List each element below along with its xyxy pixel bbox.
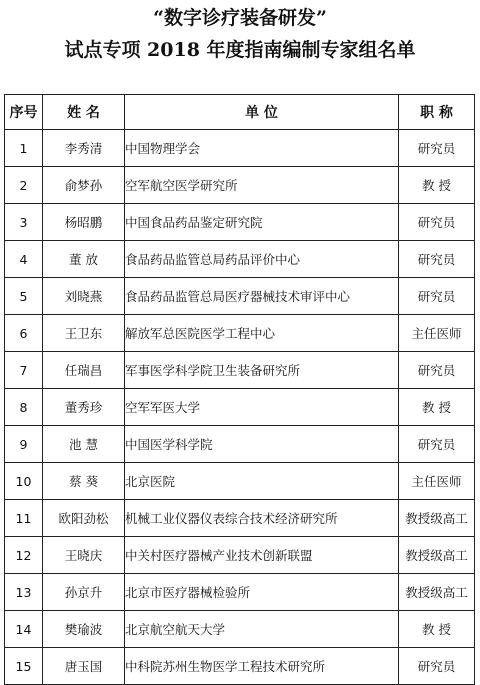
cell-title: 教授级高工 [399,537,475,574]
cell-name: 俞梦孙 [43,167,125,204]
cell-title: 教授级高工 [399,500,475,537]
cell-name: 唐玉国 [43,648,125,685]
cell-no: 2 [5,167,43,204]
table-row [5,204,475,241]
cell-title: 研究员 [399,352,475,389]
document-title-line1: “数字诊疗装备研发” [153,7,327,29]
cell-no: 5 [5,278,43,315]
cell-name: 王卫东 [43,315,125,352]
cell-no: 14 [5,611,43,648]
cell-name: 王晓庆 [43,537,125,574]
header-name: 姓 名 [43,95,125,130]
cell-name: 杨昭鹏 [43,204,125,241]
cell-no: 1 [5,130,43,167]
cell-title: 研究员 [399,241,475,278]
table-row [5,611,475,648]
table-row [5,574,475,611]
cell-no: 6 [5,315,43,352]
cell-name: 欧阳劲松 [43,500,125,537]
expert-roster-table [4,94,475,685]
cell-no: 4 [5,241,43,278]
cell-no: 12 [5,537,43,574]
cell-unit: 机械工业仪器仪表综合技术经济研究所 [125,500,399,537]
cell-name: 蔡 葵 [43,463,125,500]
table-row [5,648,475,685]
cell-unit: 食品药品监管总局药品评价中心 [125,241,399,278]
cell-title: 主任医师 [399,463,475,500]
cell-unit: 解放军总医院医学工程中心 [125,315,399,352]
cell-title: 研究员 [399,204,475,241]
cell-no: 11 [5,500,43,537]
cell-no: 8 [5,389,43,426]
cell-unit: 中科院苏州生物医学工程技术研究所 [125,648,399,685]
cell-no: 3 [5,204,43,241]
table-row [5,167,475,204]
cell-title: 教授级高工 [399,574,475,611]
cell-unit: 中国食品药品鉴定研究院 [125,204,399,241]
cell-no: 7 [5,352,43,389]
table-row [5,389,475,426]
cell-no: 15 [5,648,43,685]
cell-unit: 北京市医疗器械检验所 [125,574,399,611]
cell-unit: 中国物理学会 [125,130,399,167]
cell-unit: 空军军医大学 [125,389,399,426]
header-no: 序号 [5,95,43,130]
cell-title: 研究员 [399,130,475,167]
table-row [5,315,475,352]
cell-no: 10 [5,463,43,500]
document-title-line2: 试点专项 2018 年度指南编制专家组名单 [64,39,416,61]
cell-name: 池 慧 [43,426,125,463]
cell-name: 董 放 [43,241,125,278]
cell-unit: 中关村医疗器械产业技术创新联盟 [125,537,399,574]
header-title: 职 称 [399,95,475,130]
table-row [5,352,475,389]
cell-title: 教 授 [399,167,475,204]
header-unit: 单 位 [125,95,399,130]
cell-title: 研究员 [399,278,475,315]
table-header-row [5,95,475,130]
table-row [5,463,475,500]
cell-title: 教 授 [399,389,475,426]
cell-unit: 军事医学科学院卫生装备研究所 [125,352,399,389]
table-row [5,426,475,463]
cell-no: 9 [5,426,43,463]
table-row [5,500,475,537]
table-row [5,278,475,315]
cell-unit: 北京医院 [125,463,399,500]
cell-unit: 北京航空航天大学 [125,611,399,648]
cell-unit: 中国医学科学院 [125,426,399,463]
table-row [5,537,475,574]
table-row [5,130,475,167]
cell-unit: 食品药品监管总局医疗器械技术审评中心 [125,278,399,315]
cell-no: 13 [5,574,43,611]
cell-name: 董秀珍 [43,389,125,426]
cell-unit: 空军航空医学研究所 [125,167,399,204]
table-body [5,130,475,685]
cell-title: 主任医师 [399,315,475,352]
cell-name: 樊瑜波 [43,611,125,648]
table-row [5,241,475,278]
cell-name: 任瑞昌 [43,352,125,389]
cell-title: 研究员 [399,648,475,685]
cell-title: 教 授 [399,611,475,648]
cell-title: 研究员 [399,426,475,463]
cell-name: 刘晓燕 [43,278,125,315]
cell-name: 李秀清 [43,130,125,167]
cell-name: 孙京升 [43,574,125,611]
